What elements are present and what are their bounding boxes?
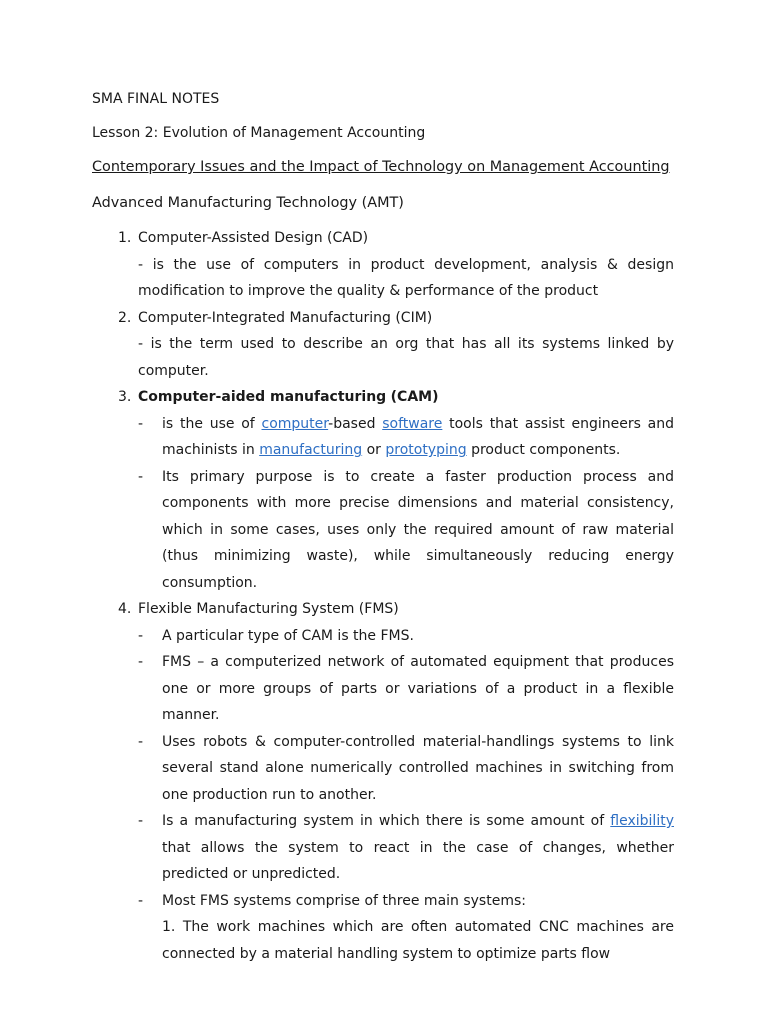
link-computer[interactable]: computer: [261, 415, 329, 432]
bullet-item: [138, 888, 674, 968]
bullet-text: FMS – a computerized network of automated equipment that produces one or more groups of parts or variations of a product in a flexible manner.: [162, 654, 674, 723]
list-item-cad: [92, 225, 674, 305]
text-run: is the use of: [162, 415, 262, 432]
item-description: - is the term used to describe an org that has all its systems linked by computer.: [138, 336, 674, 379]
bullet-dash: -: [138, 733, 144, 750]
bullet-text: [162, 888, 674, 968]
sub-point: 1. The work machines which are often automated CNC machines are connected by a material handling system to optimize parts flow: [162, 919, 674, 962]
link-software[interactable]: software: [382, 415, 443, 432]
link-flexibility[interactable]: flexibility: [610, 813, 674, 829]
list-item-cam: [92, 384, 674, 596]
bullet-dash: -: [138, 468, 144, 485]
text-run: Is a manufacturing system in which there is some amount of: [162, 813, 611, 829]
bullet-item: [138, 808, 674, 888]
text-run: -based: [328, 415, 383, 432]
text-run: product components.: [466, 442, 621, 458]
item-title: Computer-Assisted Design (CAD): [138, 230, 369, 246]
bullet-text: [162, 808, 674, 888]
bullet-item: [138, 411, 674, 464]
doc-title: SMA FINAL NOTES: [92, 91, 220, 107]
bullet-text: Its primary purpose is to create a faster production process and components with more precise dimensions and material consistency, which in some cases, uses only the required amount of raw material (thus minimizing waste), while simultaneously reducing energy consumption.: [162, 468, 674, 591]
bullet-text: Uses robots & computer-controlled material-handlings systems to link several stand alone numerically controlled machines in switching from one production run to another.: [162, 733, 674, 803]
list-number: 2.: [118, 309, 132, 326]
text-run: that allows the system to react in the case of changes, whether predicted or unpredicted.: [162, 839, 674, 882]
item-title: Flexible Manufacturing System (FMS): [138, 601, 399, 617]
item-title-paren: (CAM): [390, 389, 439, 405]
text-run: tools that assist engineers and machinists in: [162, 415, 675, 458]
bullet-item: [138, 623, 674, 650]
list-item-fms: [92, 596, 674, 967]
list-number: 1.: [118, 230, 132, 246]
bullet-dash: -: [138, 627, 144, 644]
item-title: Computer-Integrated Manufacturing (CIM): [138, 309, 433, 326]
item-title: [138, 384, 674, 411]
document-body: [92, 86, 674, 967]
bullet-item: [138, 649, 674, 729]
bullet-item: [138, 729, 674, 809]
topic-heading: Advanced Manufacturing Technology (AMT): [92, 194, 404, 211]
bullet-item: [138, 464, 674, 597]
bullet-dash: -: [138, 654, 144, 670]
list-number: 3.: [118, 389, 132, 405]
list-number: 4.: [118, 601, 132, 617]
text-run: or: [362, 442, 386, 458]
bullet-lead: Most FMS systems comprise of three main systems:: [162, 892, 526, 909]
item-description: - is the use of computers in product development, analysis & design modification to improve the quality & performance of the product: [138, 256, 674, 299]
item-title-bold: Computer-aided manufacturing: [138, 389, 387, 405]
bullet-dash: -: [138, 813, 144, 829]
link-manufacturing[interactable]: manufacturing: [259, 442, 363, 458]
bullet-dash: -: [138, 415, 144, 432]
bullet-text: A particular type of CAM is the FMS.: [162, 627, 414, 644]
bullet-text: [162, 411, 674, 464]
lesson-title: Lesson 2: Evolution of Management Accounting: [92, 124, 426, 141]
list-item-cim: [92, 305, 674, 385]
bullet-dash: -: [138, 892, 144, 909]
section-heading: Contemporary Issues and the Impact of Technology on Management Accounting: [92, 159, 670, 175]
link-prototyping[interactable]: prototyping: [385, 442, 467, 458]
